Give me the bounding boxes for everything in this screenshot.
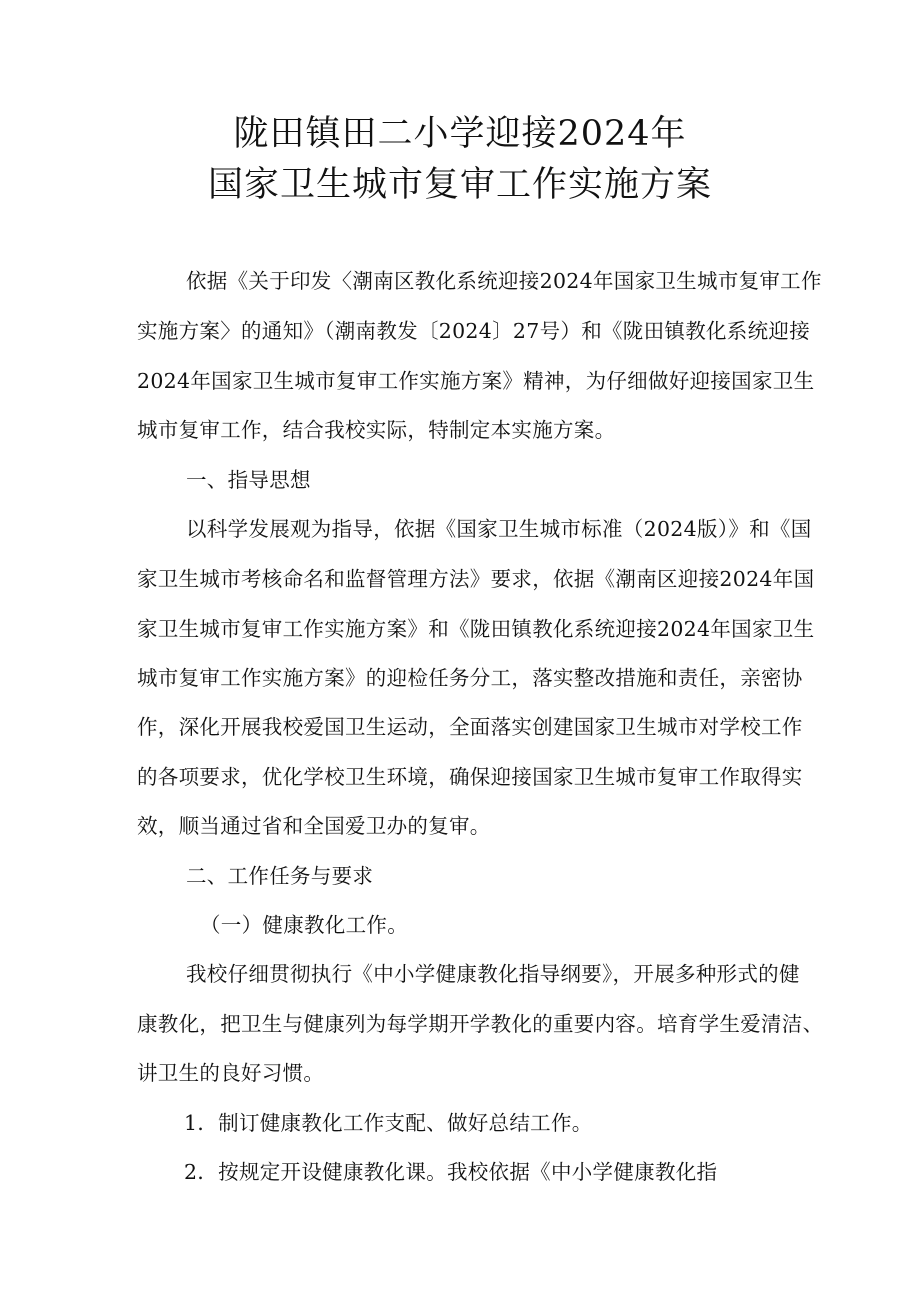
paragraph-line: 的各项要求，优化学校卫生环境，确保迎接国家卫生城市复审工作取得实 (137, 765, 803, 789)
list-item-2: 2．按规定开设健康教化课。我校依据《中小学健康教化指 (184, 1160, 718, 1184)
paragraph-line: 家卫生城市复审工作实施方案》和《陇田镇教化系统迎接2024年国家卫生 (137, 617, 815, 641)
section-heading-guiding-thought: 一、指导思想 (186, 468, 311, 492)
paragraph-line: 讲卫生的良好习惯。 (137, 1061, 325, 1085)
paragraph-line: 城市复审工作实施方案》的迎检任务分工，落实整改措施和责任，亲密协 (137, 666, 803, 690)
list-item-1: 1．制订健康教化工作支配、做好总结工作。 (184, 1111, 593, 1135)
intro-line: 2024年国家卫生城市复审工作实施方案》精神，为仔细做好迎接国家卫生 (137, 369, 815, 393)
section-heading-tasks: 二、工作任务与要求 (186, 864, 374, 888)
paragraph-line: 作，深化开展我校爱国卫生运动，全面落实创建国家卫生城市对学校工作 (137, 715, 803, 739)
document-title-line-1: 陇田镇田二小学迎接2024年 (233, 114, 687, 154)
intro-line: 依据《关于印发〈潮南区教化系统迎接2024年国家卫生城市复审工作 (186, 269, 822, 293)
paragraph-line: 我校仔细贯彻执行《中小学健康教化指导纲要》，开展多种形式的健 (186, 962, 800, 986)
intro-line: 实施方案〉的通知》（潮南教发〔2024〕27号）和《陇田镇教化系统迎接 (137, 319, 811, 343)
paragraph-line: 效，顺当通过省和全国爱卫办的复审。 (137, 814, 491, 838)
subsection-heading-health-education: （一）健康教化工作。 (200, 913, 408, 937)
paragraph-line: 以科学发展观为指导，依据《国家卫生城市标准（2024版）》和《国 (186, 517, 812, 541)
intro-line: 城市复审工作，结合我校实际，特制定本实施方案。 (137, 418, 616, 442)
document-title-line-2: 国家卫生城市复审工作实施方案 (207, 165, 712, 205)
paragraph-line: 家卫生城市考核命名和监督管理方法》要求，依据《潮南区迎接2024年国 (137, 567, 815, 591)
paragraph-line: 康教化，把卫生与健康列为每学期开学教化的重要内容。培育学生爱清洁、 (137, 1012, 824, 1036)
